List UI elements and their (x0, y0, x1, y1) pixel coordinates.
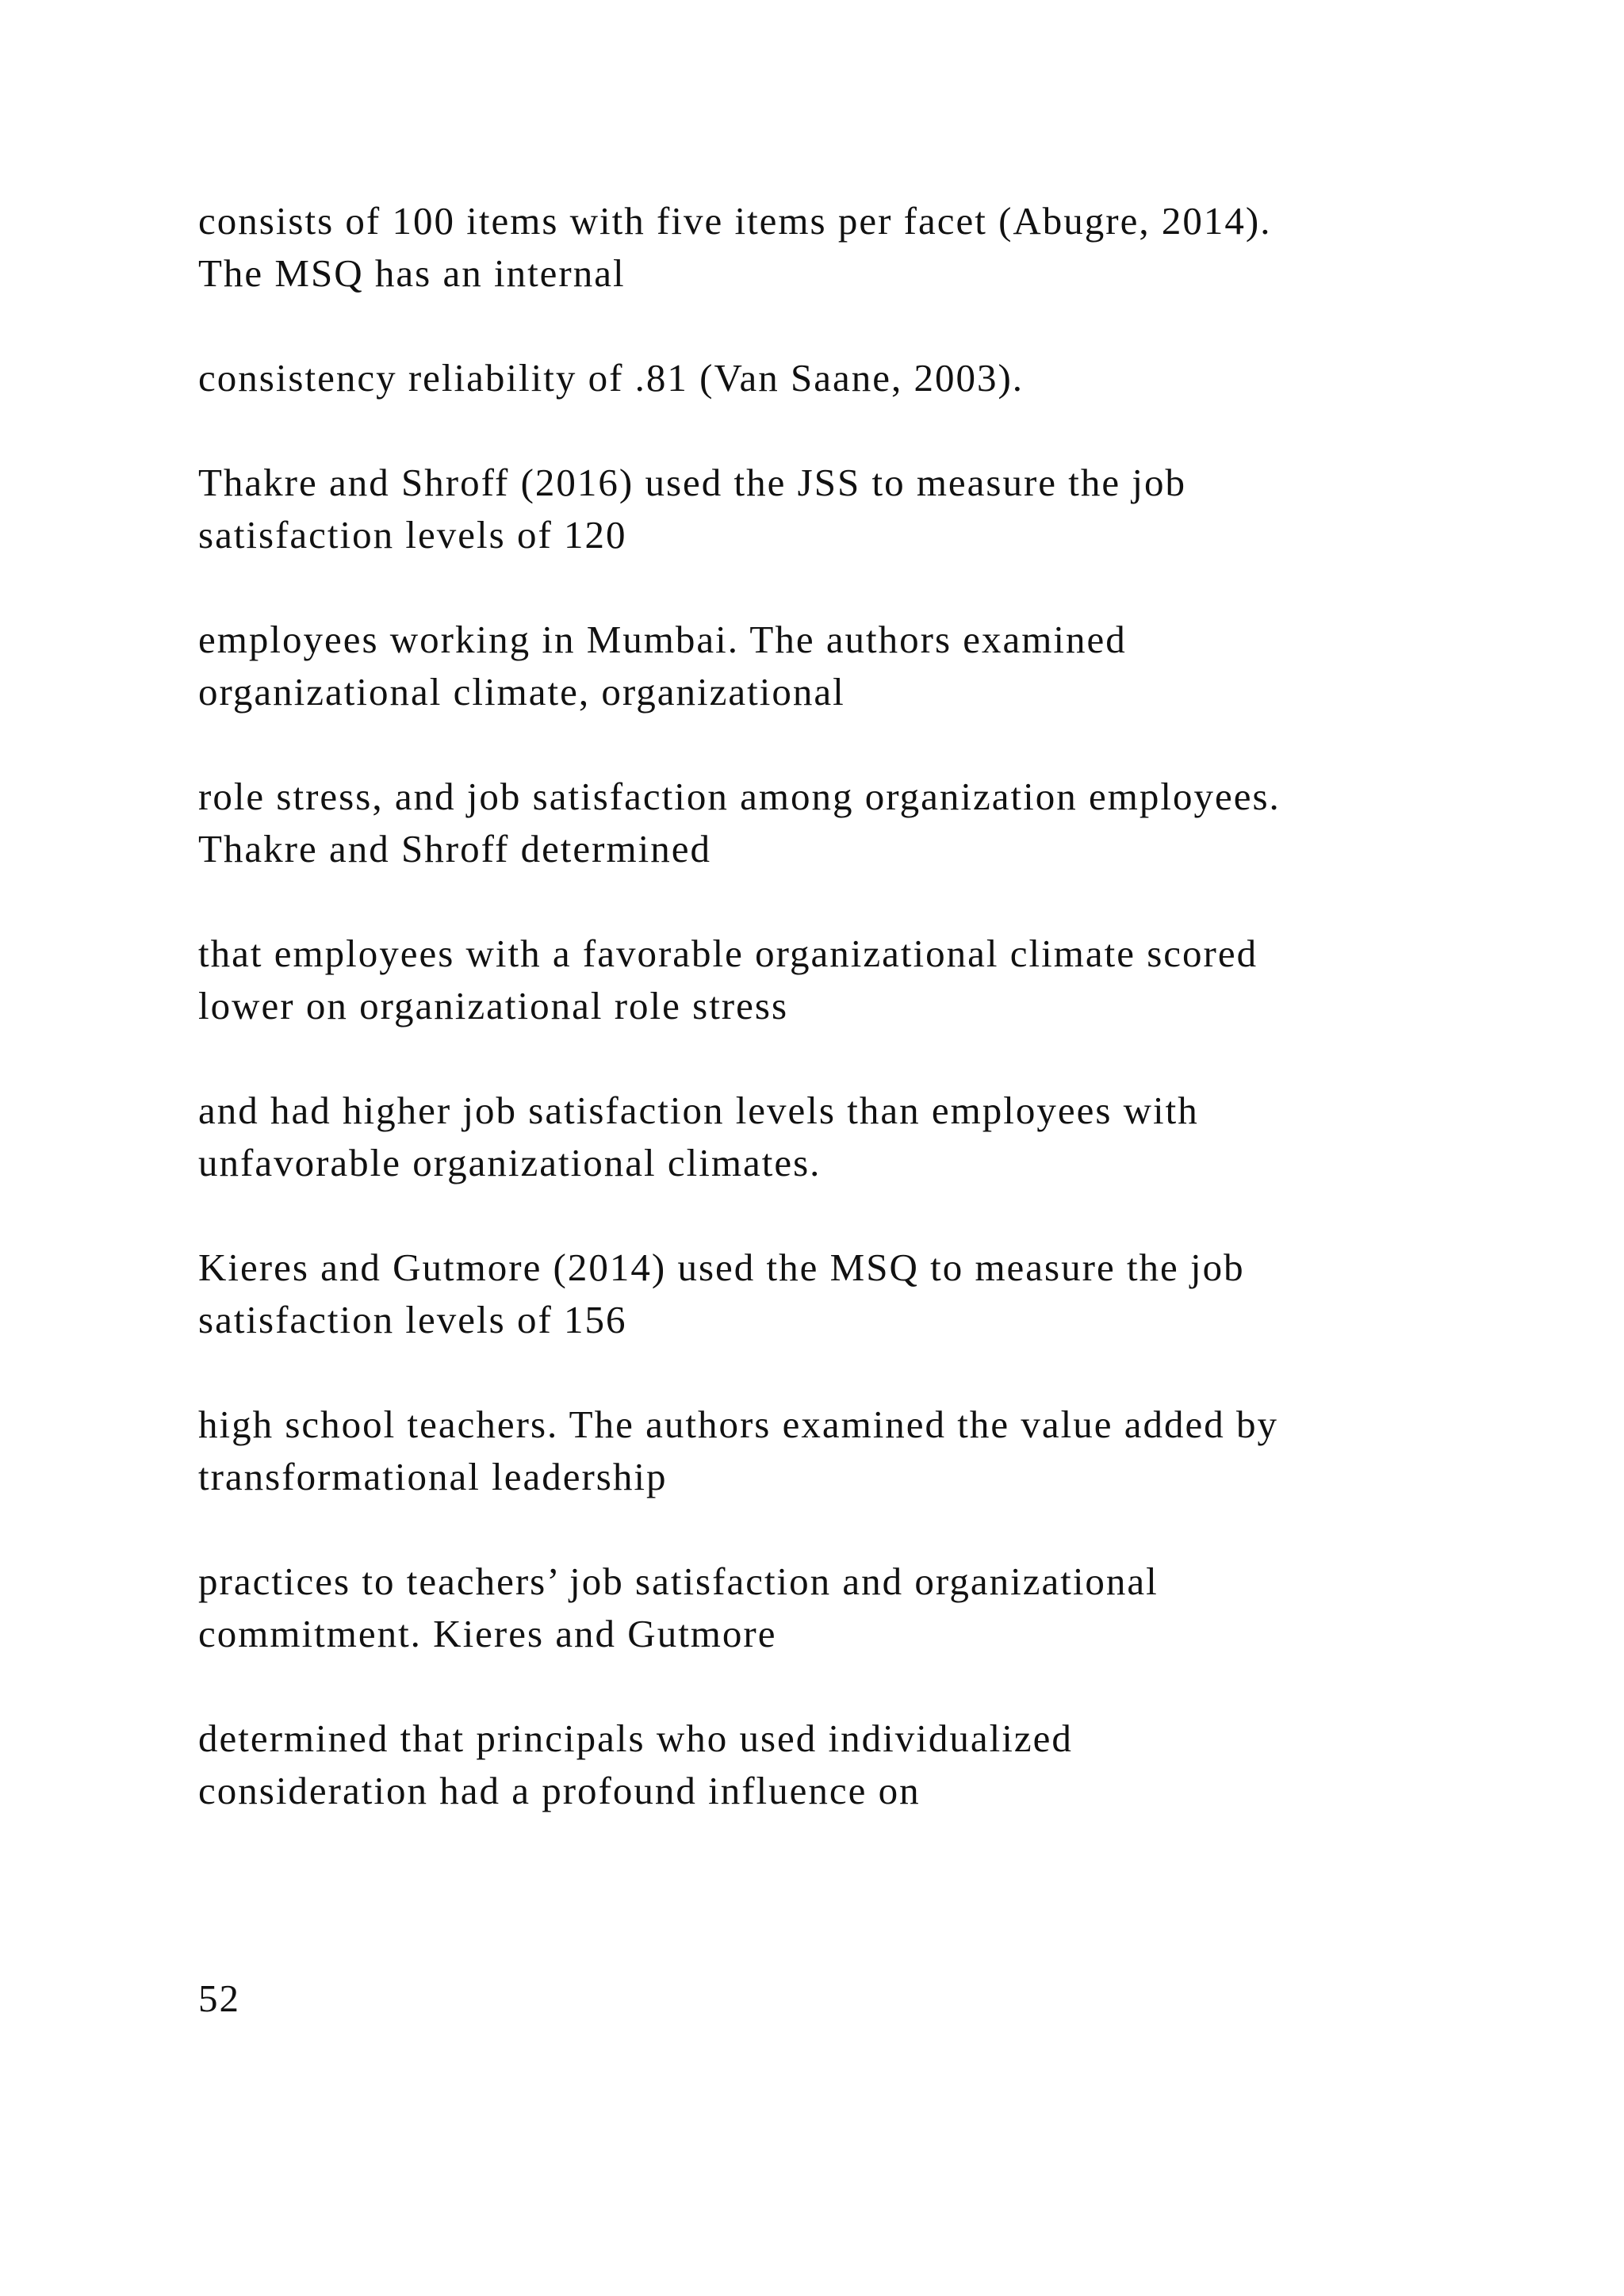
paragraph-10 (198, 1556, 1546, 1660)
body-text (198, 195, 1546, 1869)
text-line: consists of 100 items with five items per facet (Abugre, 2014). (198, 199, 1272, 243)
text-line: Thakre and Shroff (2016) used the JSS to measure the job (198, 461, 1187, 504)
text-line: determined that principals who used individualized (198, 1716, 1073, 1760)
paragraph-1 (198, 195, 1546, 300)
text-line: transformational leadership (198, 1455, 668, 1498)
text-line: practices to teachers’ job satisfaction and organizational (198, 1559, 1159, 1603)
paragraph-4 (198, 614, 1546, 718)
text-line: Thakre and Shroff determined (198, 827, 711, 871)
text-line: and had higher job satisfaction levels than employees with (198, 1089, 1199, 1132)
text-line: consideration had a profound influence on (198, 1769, 921, 1812)
paragraph-3 (198, 457, 1546, 561)
text-line: satisfaction levels of 156 (198, 1298, 627, 1341)
text-line: that employees with a favorable organizational climate scored (198, 932, 1258, 975)
paragraph-11 (198, 1712, 1546, 1817)
paragraph-9 (198, 1399, 1546, 1503)
text-line: employees working in Mumbai. The authors examined (198, 618, 1127, 661)
text-line: lower on organizational role stress (198, 984, 789, 1027)
text-line: Kieres and Gutmore (2014) used the MSQ to measure the job (198, 1246, 1245, 1289)
text-line: commitment. Kieres and Gutmore (198, 1612, 777, 1655)
text-line: The MSQ has an internal (198, 251, 626, 295)
paragraph-2 (198, 352, 1546, 404)
text-line: satisfaction levels of 120 (198, 513, 627, 557)
text-line: consistency reliability of .81 (Van Saane, 2003). (198, 356, 1025, 400)
text-line: organizational climate, organizational (198, 670, 845, 714)
paragraph-5 (198, 771, 1546, 875)
text-line: role stress, and job satisfaction among organization employees. (198, 775, 1281, 818)
paragraph-6 (198, 928, 1546, 1032)
paragraph-7 (198, 1085, 1546, 1189)
paragraph-8 (198, 1242, 1546, 1346)
text-line: unfavorable organizational climates. (198, 1141, 822, 1184)
text-line: high school teachers. The authors examined the value added by (198, 1402, 1279, 1446)
page-number: 52 (198, 1976, 240, 2020)
